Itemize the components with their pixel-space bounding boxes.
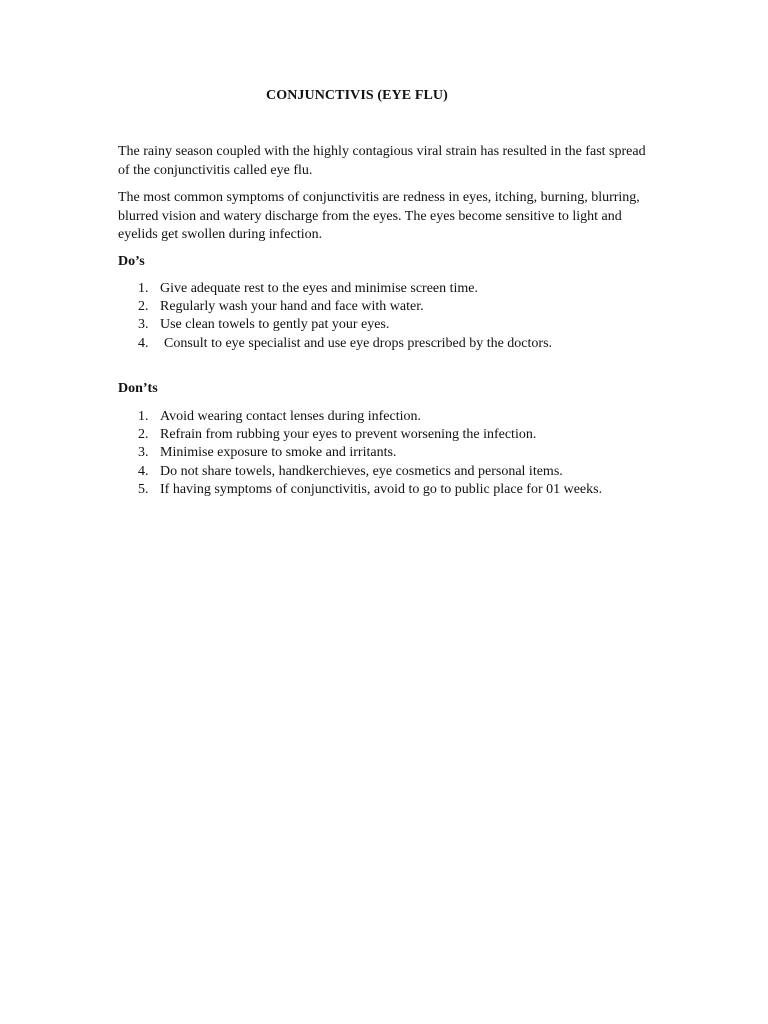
list-item-text: Minimise exposure to smoke and irritants.: [160, 445, 397, 461]
list-item-number: 4.: [138, 463, 149, 479]
list-item-number: 1.: [138, 281, 149, 296]
list-item-number: 3.: [138, 317, 149, 333]
list-item-number: 3.: [138, 445, 149, 461]
list-item-text: Do not share towels, handkerchieves, eye cosmetics and personal items.: [160, 463, 563, 479]
list-item-number: 1.: [138, 409, 149, 424]
list-item-number: 2.: [138, 427, 149, 443]
intro-paragraph: The rainy season coupled with the highly contagious viral strain has resulted in the fast spread of the conjunctivitis called eye flu.: [118, 144, 646, 178]
list-item-number: 4.: [138, 335, 149, 351]
list-item-text: Refrain from rubbing your eyes to prevent worsening the infection.: [160, 427, 537, 443]
document-title: CONJUNCTIVIS (EYE FLU): [266, 88, 448, 103]
list-item-number: 2.: [138, 299, 149, 315]
list-item-text: Consult to eye specialist and use eye drops prescribed by the doctors.: [164, 335, 553, 351]
list-item-text: Avoid wearing contact lenses during infection.: [160, 409, 421, 424]
list-item-text: If having symptoms of conjunctivitis, avoid to go to public place for 01 weeks.: [160, 481, 603, 497]
list-item-number: 5.: [138, 481, 149, 497]
dos-heading: Do’s: [118, 254, 145, 269]
list-item-text: Use clean towels to gently pat your eyes.: [160, 317, 390, 333]
list-item-text: Regularly wash your hand and face with water.: [160, 299, 424, 315]
symptoms-paragraph: The most common symptoms of conjunctivitis are redness in eyes, itching, burning, blurring, blurred vision and watery discharge from the eyes. The eyes become sensitive to light and eyelids get swollen during infection.: [118, 190, 640, 242]
list-item-text: Give adequate rest to the eyes and minimise screen time.: [160, 281, 479, 296]
donts-heading: Don’ts: [118, 381, 158, 396]
